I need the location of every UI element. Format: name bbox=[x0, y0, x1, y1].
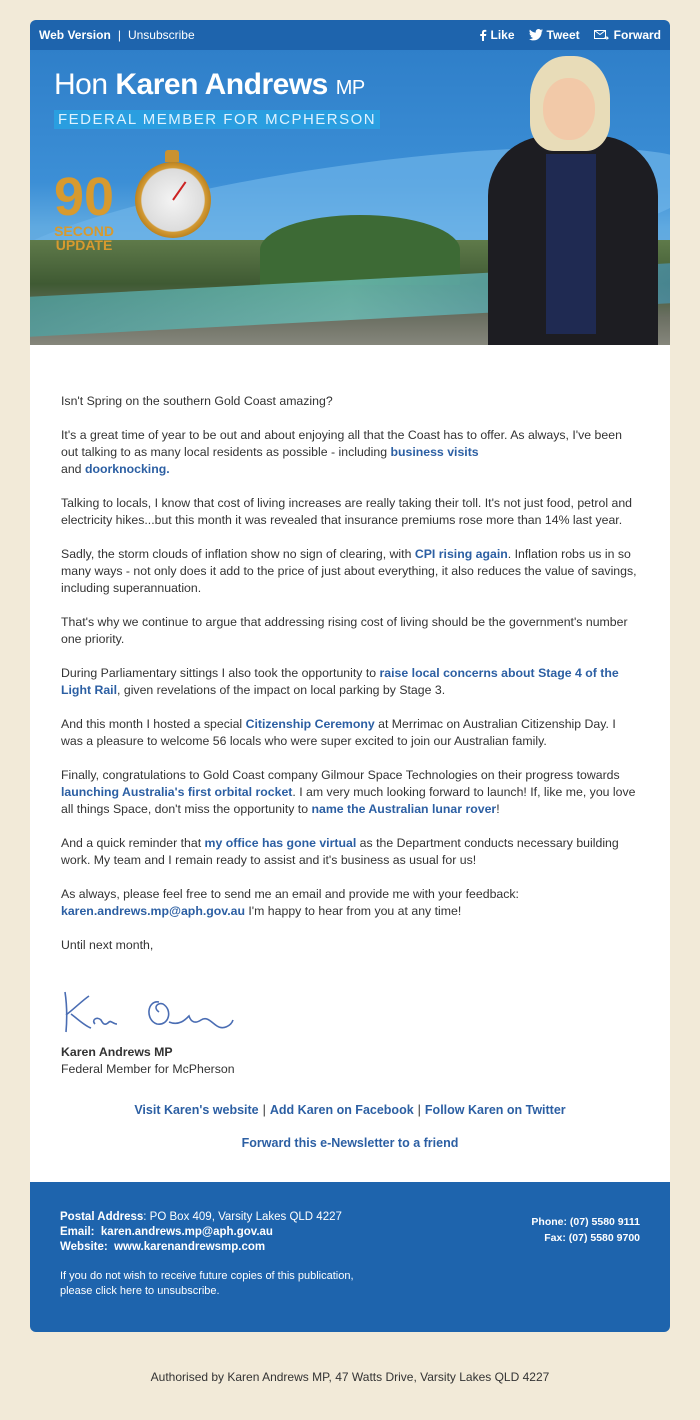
pipe: | bbox=[417, 1103, 421, 1117]
paragraph: Talking to locals, I know that cost of living increases are really taking their toll. It's not just food, petrol and electricity hikes...but this month it was revealed that insurance premiums rose more than 14% last year. bbox=[61, 496, 633, 527]
text: I'm happy to hear from you at any time! bbox=[244, 904, 462, 918]
website-label: Website: bbox=[60, 1241, 108, 1253]
text: as the Department conducts necessary building work. My team and I remain ready to assist and it's business as usual for us! bbox=[61, 836, 619, 867]
paragraph bbox=[61, 665, 639, 699]
text: Finally, congratulations to Gold Coast company Gilmour Space Technologies on their progress towards bbox=[61, 768, 620, 782]
tweet-label: Tweet bbox=[546, 28, 580, 42]
orbital-rocket-link[interactable]: launching Australia's first orbital rocket bbox=[61, 785, 293, 799]
facebook-link[interactable]: Add Karen on Facebook bbox=[269, 1103, 414, 1117]
top-bar bbox=[30, 20, 670, 50]
text: . Inflation robs us in so many ways - not only does it add to the price of just about everything, it also reduces the value of savings, including superannuation. bbox=[61, 547, 637, 595]
facebook-icon bbox=[479, 29, 487, 41]
banner-hon: Hon bbox=[54, 68, 108, 101]
postal-value: : PO Box 409, Varsity Lakes QLD 4227 bbox=[143, 1211, 342, 1223]
footer-links bbox=[61, 1102, 639, 1152]
text: ! bbox=[496, 802, 500, 816]
cpi-rising-link[interactable]: CPI rising again bbox=[414, 547, 508, 561]
unsubscribe-link[interactable]: Unsubscribe bbox=[127, 28, 195, 42]
lunar-rover-link[interactable]: name the Australian lunar rover bbox=[311, 802, 497, 816]
unsubscribe-note[interactable] bbox=[60, 1269, 640, 1299]
banner-hill bbox=[260, 215, 460, 285]
email-link[interactable]: karen.andrews.mp@aph.gov.au bbox=[61, 904, 245, 918]
paragraph bbox=[61, 716, 639, 750]
paragraph bbox=[61, 546, 639, 597]
paragraph: Isn't Spring on the southern Gold Coast amazing? bbox=[61, 394, 333, 408]
newsletter-body bbox=[30, 345, 670, 1182]
email-label: Email: bbox=[60, 1226, 95, 1238]
signature-title: Federal Member for McPherson bbox=[61, 1062, 235, 1076]
text: During Parliamentary sittings I also took the opportunity to bbox=[61, 666, 380, 680]
newsletter bbox=[30, 20, 670, 1332]
forward-friend-link[interactable]: Forward this e-Newsletter to a friend bbox=[241, 1136, 459, 1150]
forward-email-icon bbox=[594, 30, 610, 41]
web-version-link[interactable]: Web Version bbox=[39, 28, 111, 42]
tweet-button[interactable] bbox=[529, 28, 580, 42]
doorknocking-link[interactable]: doorknocking. bbox=[84, 462, 170, 476]
text: As always, please feel free to send me an email and provide me with your feedback: bbox=[61, 887, 519, 901]
signature bbox=[61, 980, 639, 1040]
business-visits-link[interactable]: business visits bbox=[390, 445, 479, 459]
stopwatch-hand bbox=[172, 181, 186, 200]
paragraph bbox=[61, 767, 639, 818]
portrait bbox=[488, 56, 658, 345]
phone: Phone: (07) 5580 9111 bbox=[531, 1216, 640, 1228]
paragraph bbox=[61, 427, 639, 478]
ninety-second-badge bbox=[54, 167, 115, 253]
unsub-line1: If you do not wish to receive future copies of this publication, bbox=[60, 1270, 354, 1282]
banner-title bbox=[54, 68, 365, 102]
twitter-icon bbox=[529, 29, 543, 41]
portrait-face bbox=[543, 78, 595, 140]
badge-line1: SECOND bbox=[54, 223, 114, 239]
signature-name: Karen Andrews MP bbox=[61, 1045, 173, 1059]
text: at Merrimac on Australian Citizenship Day. I was a pleasure to welcome 56 locals who were super excited to join our Australian family. bbox=[61, 717, 616, 748]
text: And a quick reminder that bbox=[61, 836, 205, 850]
signature-image bbox=[61, 980, 241, 1040]
badge-number: 90 bbox=[54, 167, 115, 227]
banner-mp: MP bbox=[335, 77, 365, 99]
light-rail-link[interactable]: raise local concerns about Stage 4 of the Light Rail bbox=[61, 666, 619, 697]
top-bar-left bbox=[39, 28, 195, 42]
phone-fax bbox=[531, 1214, 640, 1246]
citizenship-ceremony-link[interactable]: Citizenship Ceremony bbox=[245, 717, 375, 731]
portrait-top bbox=[546, 154, 596, 334]
header-banner bbox=[30, 50, 670, 345]
unsub-line2: please click here to unsubscribe. bbox=[60, 1285, 220, 1297]
like-button[interactable] bbox=[479, 28, 515, 42]
text: It's a great time of year to be out and about enjoying all that the Coast has to offer. As always, I've been out talking to as many local residents as possible - including bbox=[61, 428, 622, 459]
badge-line2: UPDATE bbox=[55, 237, 113, 253]
text: , given revelations of the impact on local parking by Stage 3. bbox=[117, 683, 446, 697]
contact-footer bbox=[30, 1182, 670, 1332]
twitter-link[interactable]: Follow Karen on Twitter bbox=[424, 1103, 566, 1117]
website-link[interactable]: Visit Karen's website bbox=[134, 1103, 259, 1117]
paragraph bbox=[61, 886, 639, 920]
paragraph bbox=[61, 835, 639, 869]
authorised-by: Authorised by Karen Andrews MP, 47 Watts Drive, Varsity Lakes QLD 4227 bbox=[150, 1370, 550, 1384]
separator: | bbox=[117, 28, 121, 42]
social-links bbox=[479, 28, 661, 42]
pipe: | bbox=[262, 1103, 266, 1117]
forward-label: Forward bbox=[613, 28, 661, 42]
footer-website[interactable]: www.karenandrewsmp.com bbox=[114, 1241, 266, 1253]
text: . I am very much looking forward to launch! If, like me, you love all things Space, don't miss the opportunity to bbox=[61, 785, 636, 816]
forward-button[interactable] bbox=[594, 28, 661, 42]
text: and bbox=[61, 462, 85, 476]
fax: Fax: (07) 5580 9700 bbox=[544, 1232, 640, 1244]
stopwatch-icon bbox=[135, 162, 211, 238]
like-label: Like bbox=[490, 28, 515, 42]
banner-name: Karen Andrews bbox=[115, 68, 328, 101]
office-virtual-link[interactable]: my office has gone virtual bbox=[204, 836, 357, 850]
banner-subtitle: FEDERAL MEMBER FOR MCPHERSON bbox=[54, 110, 380, 129]
footer-email[interactable]: karen.andrews.mp@aph.gov.au bbox=[100, 1226, 273, 1238]
text: Sadly, the storm clouds of inflation show no sign of clearing, with bbox=[61, 547, 415, 561]
paragraph: That's why we continue to argue that addressing rising cost of living should be the government's number one priority. bbox=[61, 615, 628, 646]
postal-label: Postal Address bbox=[60, 1211, 144, 1223]
text: And this month I hosted a special bbox=[61, 717, 246, 731]
paragraph: Until next month, bbox=[61, 938, 154, 952]
